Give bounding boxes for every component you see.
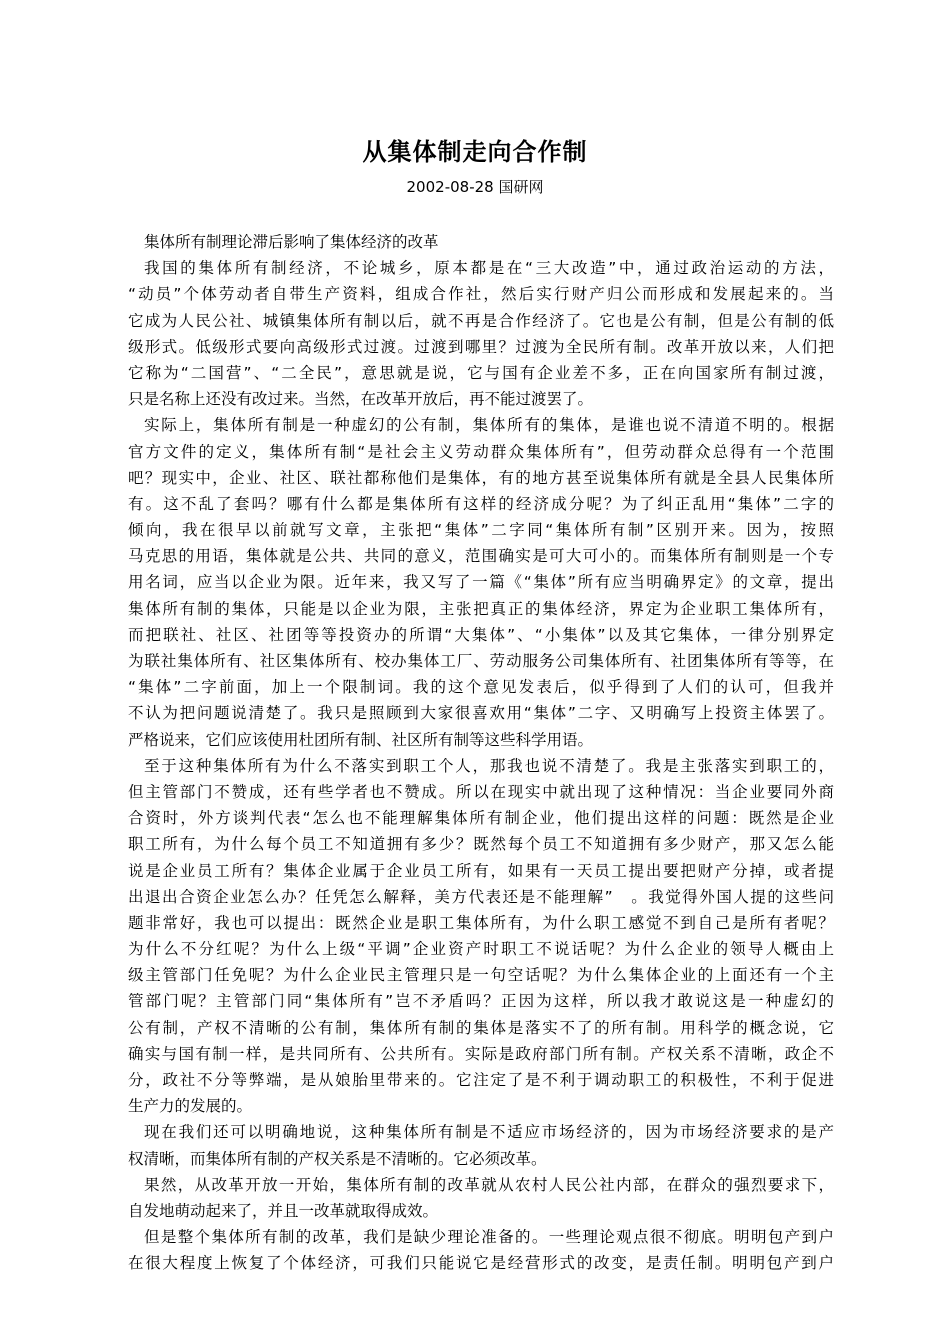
text-line: 我国的集体所有制经济，不论城乡，原本都是在“三大改造”中，通过政治运动的方法， <box>144 259 834 278</box>
text-line: 公有制，产权不清晰的公有制，集体所有制的集体是落实不了的所有制。用科学的概念说，它 <box>128 1018 834 1037</box>
text-line: 实际上，集体所有制是一种虚幻的公有制，集体所有的集体，是谁也说不清道不明的。根据 <box>144 416 834 435</box>
text-line: 不认为把问题说清楚了。我只是照顾到大家很喜欢用“集体”二字、又明确写上投资主体罢了。 <box>128 704 834 723</box>
text-line: 但主管部门不赞成，还有些学者也不赞成。所以在现实中就出现了这种情况：当企业要同外商 <box>128 782 834 801</box>
text-line: 级主管部门任免呢？为什么企业民主管理只是一句空话呢？为什么集体企业的上面还有一个主 <box>128 966 834 985</box>
text-line: 为什么不分红呢？为什么上级“平调”企业资产时职工不说话呢？为什么企业的领导人概由上 <box>128 940 834 959</box>
paragraph <box>128 1119 834 1171</box>
text-line: 确实与国有制一样，是共同所有、公共所有。实际是政府部门所有制。产权关系不清晰，政企不 <box>128 1044 834 1063</box>
text-line: 职工所有，为什么每个员工不知道拥有多少？既然每个员工不知道拥有多少财产，那又怎么能 <box>128 835 834 854</box>
paragraph-list <box>128 255 834 1276</box>
text-line: 官方文件的定义，集体所有制“是社会主义劳动群众集体所有”，但劳动群众总得有一个范围 <box>128 442 834 461</box>
text-line: 自发地萌动起来了，并且一改革就取得成效。 <box>128 1201 439 1220</box>
paragraph <box>128 1172 834 1224</box>
text-line: 有。这不乱了套吗？哪有什么都是集体所有这样的经济成分呢？为了纠正乱用“集体”二字的 <box>128 494 834 513</box>
section-heading: 集体所有制理论滞后影响了集体经济的改革 <box>144 233 439 251</box>
paragraph <box>128 255 834 412</box>
text-line: 它成为人民公社、城镇集体所有制以后，就不再是合作经济了。它也是公有制，但是公有制的低 <box>128 311 834 330</box>
page-title: 从集体制走向合作制 <box>362 138 588 166</box>
paragraph <box>128 753 834 1120</box>
text-line: 只是名称上还没有改过来。当然，在改革开放后，再不能过渡罢了。 <box>128 390 594 409</box>
text-line: 至于这种集体所有为什么不落实到职工个人，那我也说不清楚了。我是主张落实到职工的， <box>144 756 834 775</box>
text-line: “集体”二字前面，加上一个限制词。我的这个意见发表后，似乎得到了人们的认可，但我并 <box>128 678 834 697</box>
text-line: 出退出合资企业怎么办？任凭怎么解释，美方代表还是不能理解” 。我觉得外国人提的这些问 <box>128 887 834 906</box>
text-line: 果然，从改革开放一开始，集体所有制的改革就从农村人民公社内部，在群众的强烈要求下， <box>144 1175 834 1194</box>
text-line: 吧？现实中，企业、社区、联社都称他们是集体，有的地方甚至说集体所有就是全县人民集体所 <box>128 468 834 487</box>
text-line: 生产力的发展的。 <box>128 1097 253 1116</box>
text-line: 级形式。低级形式要向高级形式过渡。过渡到哪里？过渡为全民所有制。改革开放以来，人们把 <box>128 337 834 356</box>
article-body <box>128 229 834 1277</box>
paragraph <box>128 1224 834 1276</box>
text-line: 马克思的用语，集体就是公共、共同的意义，范围确实是可大可小的。而集体所有制则是一个专 <box>128 547 834 566</box>
text-line: 但是整个集体所有制的改革，我们是缺少理论准备的。一些理论观点很不彻底。明明包产到户 <box>144 1228 834 1247</box>
text-line: 集体所有制的集体，只能是以企业为限，主张把真正的集体经济，界定为企业职工集体所有， <box>128 599 834 618</box>
text-line: 题非常好，我也可以提出：既然企业是职工集体所有，为什么职工感觉不到自己是所有者呢？ <box>128 913 834 932</box>
date-source: 2002-08-28 国研网 <box>406 178 544 196</box>
text-line: “动员”个体劳动者自带生产资料，组成合作社，然后实行财产归公而形成和发展起来的。当 <box>128 285 834 304</box>
text-line: 它称为“二国营”、“二全民”，意思就是说，它与国有企业差不多，正在向国家所有制过渡， <box>128 363 834 382</box>
text-line: 现在我们还可以明确地说，这种集体所有制是不适应市场经济的，因为市场经济要求的是产 <box>144 1123 834 1142</box>
text-line: 而把联社、社区、社团等等投资办的所谓“大集体”、“小集体”以及其它集体，一律分别界定 <box>128 625 834 644</box>
text-line: 在很大程度上恢复了个体经济，可我们只能说它是经营形式的改变，是责任制。明明包产到户 <box>128 1254 834 1273</box>
text-line: 倾向，我在很早以前就写文章，主张把“集体”二字同“集体所有制”区别开来。因为，按照 <box>128 521 834 540</box>
text-line: 严格说来，它们应该使用杜团所有制、社区所有制等这些科学用语。 <box>128 730 594 749</box>
text-line: 说是企业员工所有？集体企业属于企业员工所有，如果有一天员工提出要把财产分掉，或者提 <box>128 861 834 880</box>
text-line: 管部门呢？主管部门同“集体所有”岂不矛盾吗？正因为这样，所以我才敢说这是一种虚幻的 <box>128 992 834 1011</box>
text-line: 用名词，应当以企业为限。近年来，我又写了一篇《“集体”所有应当明确界定》的文章，提出 <box>128 573 834 592</box>
text-line: 为联社集体所有、社区集体所有、校办集体工厂、劳动服务公司集体所有、社团集体所有等等，在 <box>128 652 834 671</box>
text-line: 合资时，外方谈判代表“怎么也不能理解集体所有制企业，他们提出这样的问题：既然是企业 <box>128 809 834 828</box>
paragraph <box>128 412 834 752</box>
text-line: 权清晰，而集体所有制的产权关系是不清晰的。它必须改革。 <box>128 1149 547 1168</box>
text-line: 分，政社不分等弊端，是从娘胎里带来的。它注定了是不利于调动职工的积极性，不利于促进 <box>128 1071 834 1090</box>
